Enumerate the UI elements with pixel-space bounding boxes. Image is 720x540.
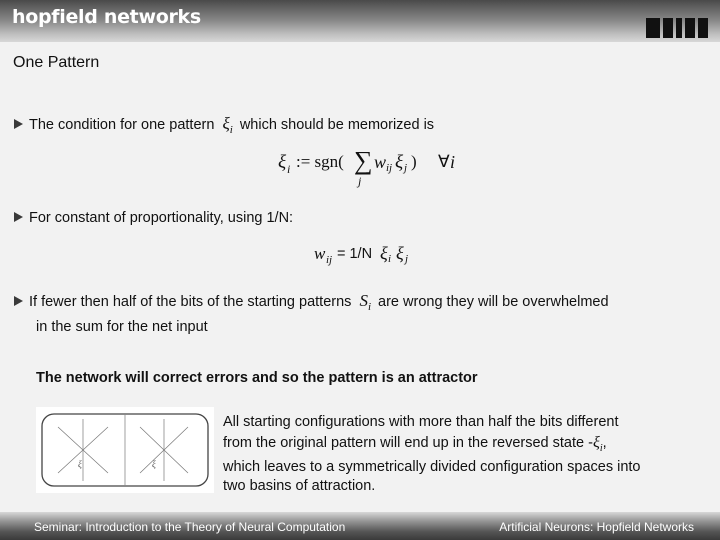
- eq1-sum-icon: ∑: [354, 146, 373, 175]
- footer-bar: [0, 512, 720, 540]
- description-xi-sub: i: [599, 442, 603, 454]
- bullet-overwhelmed-text: If fewer then half of the bits of the starting patterns: [29, 294, 352, 310]
- description-comma: ,: [602, 434, 607, 451]
- eq2-xi1-sub: i: [388, 253, 392, 265]
- eq1-xi2: ξ: [395, 152, 404, 173]
- description-line1: All starting configurations with more than half the bits different: [223, 414, 619, 430]
- header-bar: [0, 0, 720, 42]
- eq1-w: w: [374, 152, 387, 172]
- eq2-w-sub: ij: [326, 254, 333, 266]
- bullet-overwhelmed-line2: in the sum for the net input: [36, 319, 208, 335]
- eq2-xi2-sub: j: [405, 253, 409, 265]
- xi-subscript: i: [229, 123, 233, 136]
- diagram-label-right: ξ: [152, 459, 156, 469]
- basins-diagram-svg: [36, 407, 214, 493]
- attraction-description: [223, 413, 703, 497]
- s-subscript: i: [367, 300, 371, 313]
- description-line4: two basins of attraction.: [223, 478, 376, 495]
- bullet-condition-text-after: which should be memorized is: [239, 117, 435, 133]
- eq1-forall-icon: ∀: [438, 152, 450, 171]
- eq2-xi1: ξ: [380, 243, 388, 263]
- description-line2: [223, 433, 703, 458]
- bullet-overwhelmed-text-after: are wrong they will be overwhelmed: [378, 294, 609, 310]
- description-line2-text: from the original pattern will end up in the reversed state -: [223, 434, 593, 451]
- eq1-sum-index: j: [358, 174, 362, 188]
- description-xi: ξ: [592, 433, 600, 451]
- footer-left-text: Seminar: Introduction to the Theory of Neural Computation: [34, 520, 346, 534]
- equation-sign-rule: [278, 146, 468, 190]
- bullet-condition-text: The condition for one pattern: [29, 117, 215, 133]
- header-title: hopfield networks: [12, 6, 201, 28]
- eq2-w: w: [314, 244, 326, 263]
- eq1-xi2-sub: j: [404, 162, 408, 174]
- bullet-arrow-icon: [14, 296, 23, 306]
- eq1-xi-sub: i: [287, 162, 291, 176]
- bullet-proportionality-text: For constant of proportionality, using 1/N:: [29, 210, 294, 226]
- footer-right-text: Artificial Neurons: Hopfield Networks: [499, 520, 694, 534]
- eq1-forall-var: i: [450, 152, 456, 172]
- bullet-condition: [14, 115, 434, 139]
- bullet-arrow-icon: [14, 119, 23, 129]
- slide-subtitle: One Pattern: [13, 54, 100, 71]
- institution-logo: [646, 18, 708, 38]
- basins-diagram: [36, 407, 214, 493]
- xi-symbol: ξ: [222, 114, 230, 133]
- description-line3: which leaves to a symmetrically divided configuration spaces into: [223, 458, 641, 475]
- bullet-proportionality: [14, 209, 293, 227]
- eq1-close: ): [411, 152, 417, 171]
- eq1-xi: ξ: [278, 152, 287, 173]
- bullet-arrow-icon: [14, 212, 23, 222]
- attractor-statement: The network will correct errors and so the pattern is an attractor: [36, 370, 478, 386]
- bullet-overwhelmed: [14, 292, 609, 316]
- s-symbol: S: [359, 291, 368, 310]
- eq1-w-sub: ij: [386, 162, 393, 174]
- eq2-xi2: ξ: [396, 243, 404, 263]
- equation-weight-rule: [314, 244, 424, 270]
- diagram-label-left: ξ: [78, 459, 82, 469]
- eq2-equals: = 1/N: [337, 246, 373, 262]
- eq1-sgn: := sgn(: [296, 152, 344, 171]
